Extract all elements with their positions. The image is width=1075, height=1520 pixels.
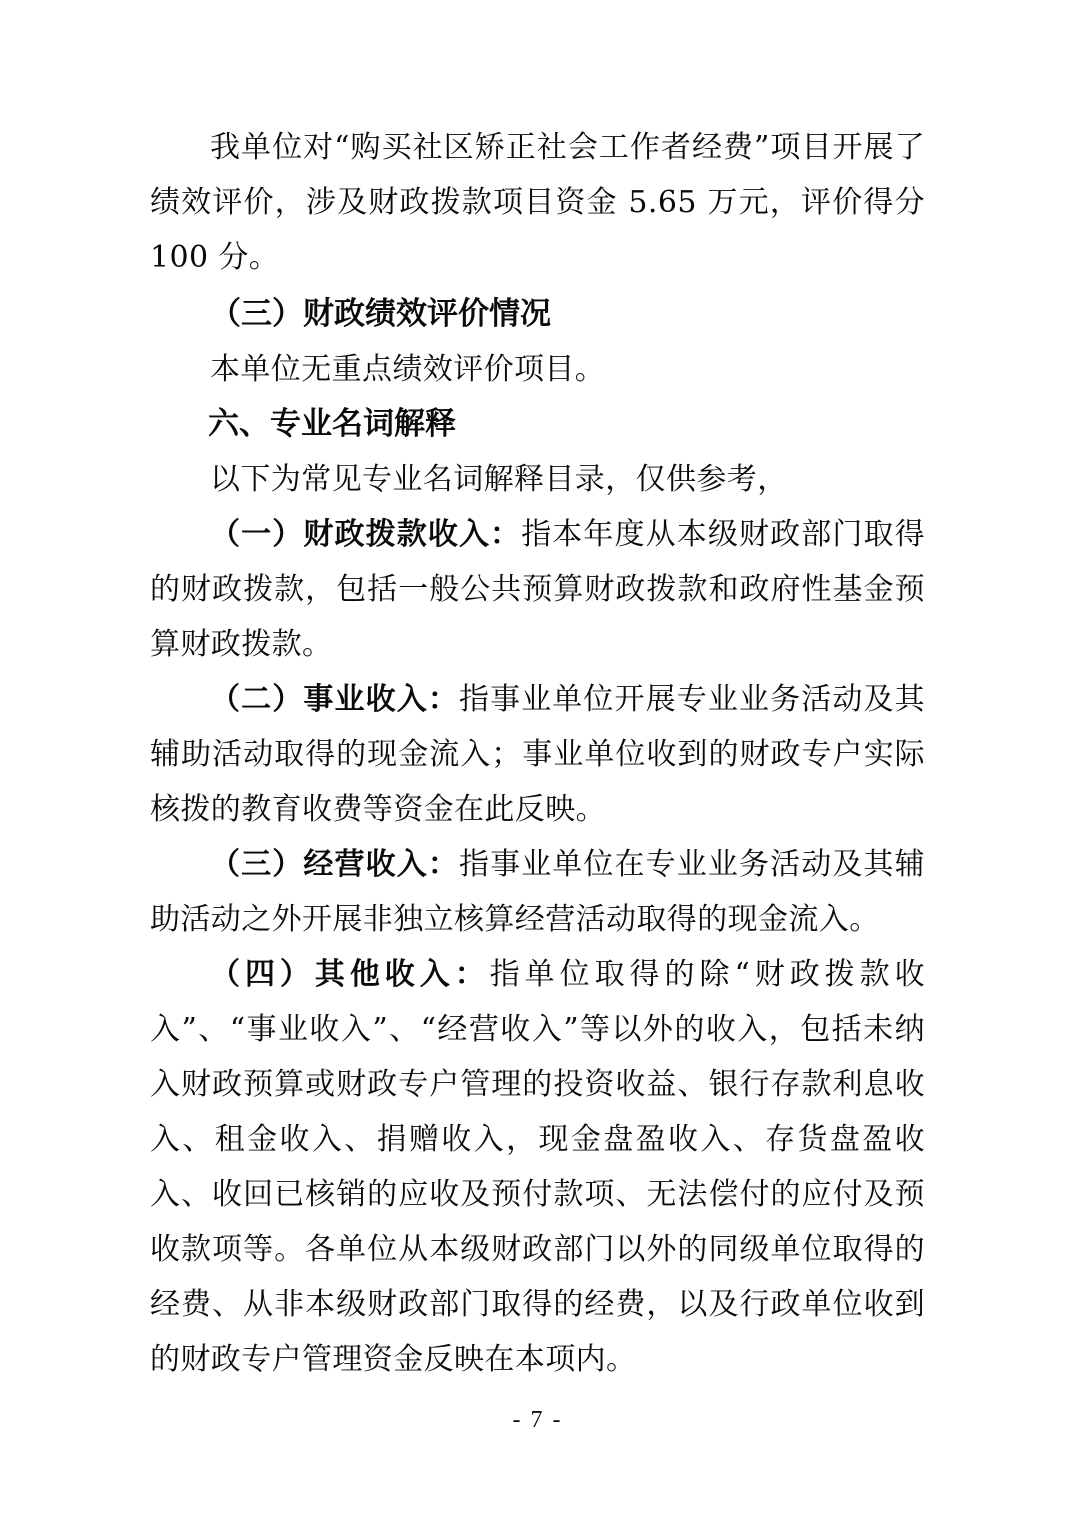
page-number: - 7 - (512, 1407, 563, 1433)
term-definition: 指事业单位在专业业务活动及其辅助活动之外开展非独立核算经营活动取得的现金流入。 (150, 847, 926, 937)
paragraph-glossary-intro: 以下为常见专业名词解释目录，仅供参考， (210, 462, 788, 497)
term-label: （二）事业收入： (210, 682, 459, 717)
term-operating-income (150, 837, 925, 947)
heading-section-six: 六、专业名词解释 (208, 406, 456, 442)
paragraph-performance-evaluation-summary: 我单位对“购买社区矫正社会工作者经费”项目开展了绩效评价，涉及财政拨款项目资金 5.65 万元，评价得分 100 分。 (150, 130, 925, 275)
term-label: （三）经营收入： (210, 847, 459, 882)
term-business-income (150, 672, 925, 837)
term-other-income (150, 947, 925, 1387)
term-definition: 指本年度从本级财政部门取得的财政拨款，包括一般公共预算财政拨款和政府性基金预算财政拨款。 (150, 517, 926, 662)
term-definition: 指事业单位开展专业业务活动及其辅助活动取得的现金流入；事业单位收到的财政专户实际核拨的教育收费等资金在此反映。 (150, 682, 926, 827)
term-label: （四）其他收入： (210, 957, 490, 992)
term-definition: 指单位取得的除“财政拨款收入”、“事业收入”、“经营收入”等以外的收入，包括未纳入财政预算或财政专户管理的投资收益、银行存款利息收入、租金收入、捐赠收入，现金盘盈收入、存货盘盈收入、收回已核销的应收及预付款项、无法偿付的应付及预收款项等。各单位从本级财政部门以外的同级单位取得的经费、从非本级财政部门取得的经费，以及行政单位收到的财政专户管理资金反映在本项内。 (150, 957, 925, 1377)
heading-section-three: （三）财政绩效评价情况 (210, 296, 551, 332)
term-label: （一）财政拨款收入： (210, 517, 522, 552)
term-fiscal-appropriation-income (150, 507, 925, 672)
paragraph-no-key-evaluation-project: 本单位无重点绩效评价项目。 (210, 352, 606, 387)
